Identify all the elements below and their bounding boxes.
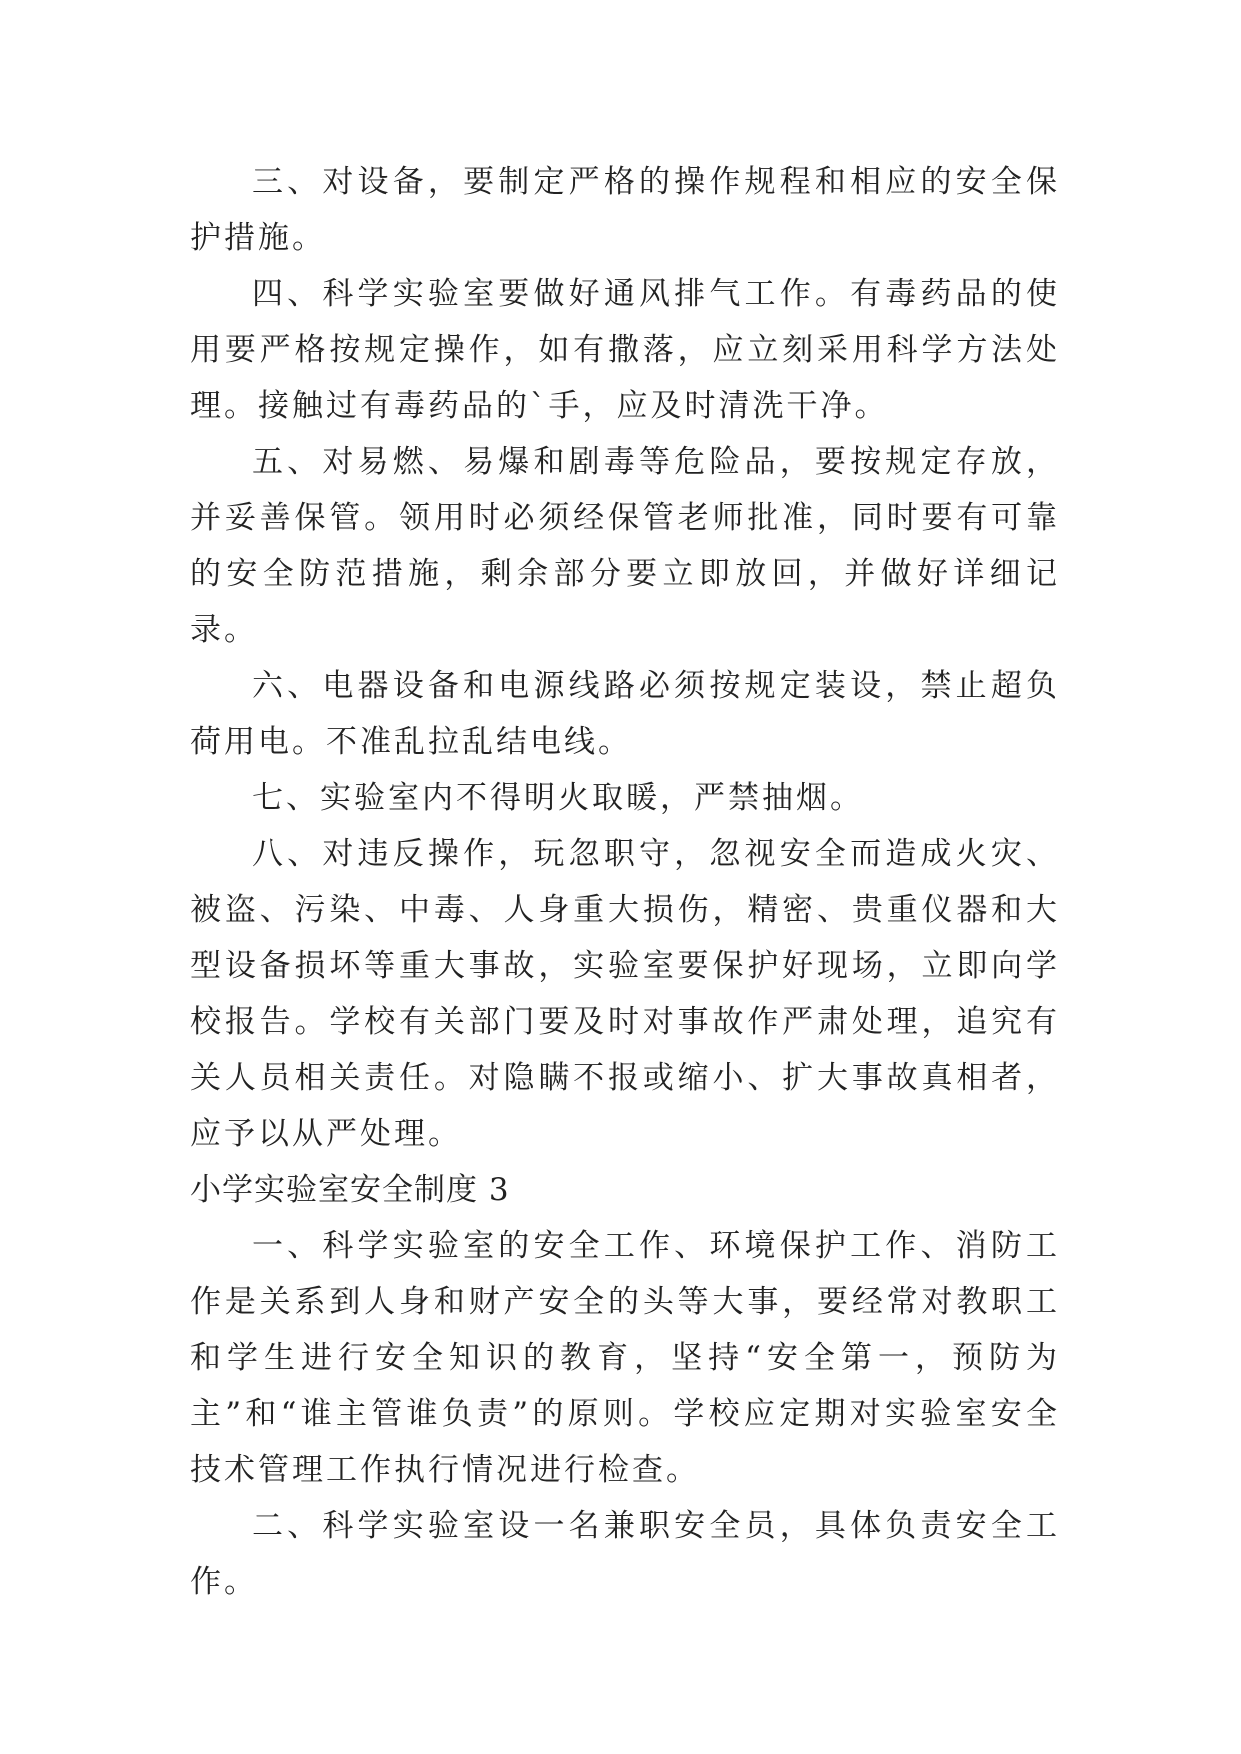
paragraph-rule-5: 五、对易燃、易爆和剧毒等危险品，要按规定存放，并妥善保管。领用时必须经保管老师批准，同时要有可靠的安全防范措施，剩余部分要立即放回，并做好详细记录。 bbox=[190, 444, 1060, 648]
paragraph-section3-rule-1: 一、科学实验室的安全工作、环境保护工作、消防工作是关系到人身和财产安全的头等大事，要经常对教职工和学生进行安全知识的教育，坚持“安全第一，预防为主”和“谁主管谁负责”的原则。学校应定期对实验室安全技术管理工作执行情况进行检查。 bbox=[190, 1228, 1060, 1488]
paragraph-rule-8: 八、对违反操作，玩忽职守，忽视安全而造成火灾、被盗、污染、中毒、人身重大损伤，精密、贵重仪器和大型设备损坏等重大事故，实验室要保护好现场，立即向学校报告。学校有关部门要及时对事故作严肃处理，追究有关人员相关责任。对隐瞒不报或缩小、扩大事故真相者，应予以从严处理。 bbox=[190, 836, 1060, 1152]
paragraph-rule-7: 七、实验室内不得明火取暖，严禁抽烟。 bbox=[252, 780, 864, 816]
section-heading: 小学实验室安全制度 3 bbox=[190, 1172, 510, 1208]
paragraph-rule-4: 四、科学实验室要做好通风排气工作。有毒药品的使用要严格按规定操作，如有撒落，应立刻采用科学方法处理。接触过有毒药品的`手，应及时清洗干净。 bbox=[190, 276, 1060, 424]
paragraph-rule-6: 六、电器设备和电源线路必须按规定装设，禁止超负荷用电。不准乱拉乱结电线。 bbox=[190, 668, 1060, 760]
paragraph-section3-rule-2: 二、科学实验室设一名兼职安全员，具体负责安全工作。 bbox=[190, 1508, 1060, 1600]
paragraph-rule-3: 三、对设备，要制定严格的操作规程和相应的安全保护措施。 bbox=[190, 164, 1060, 256]
document-body bbox=[190, 154, 1060, 1610]
